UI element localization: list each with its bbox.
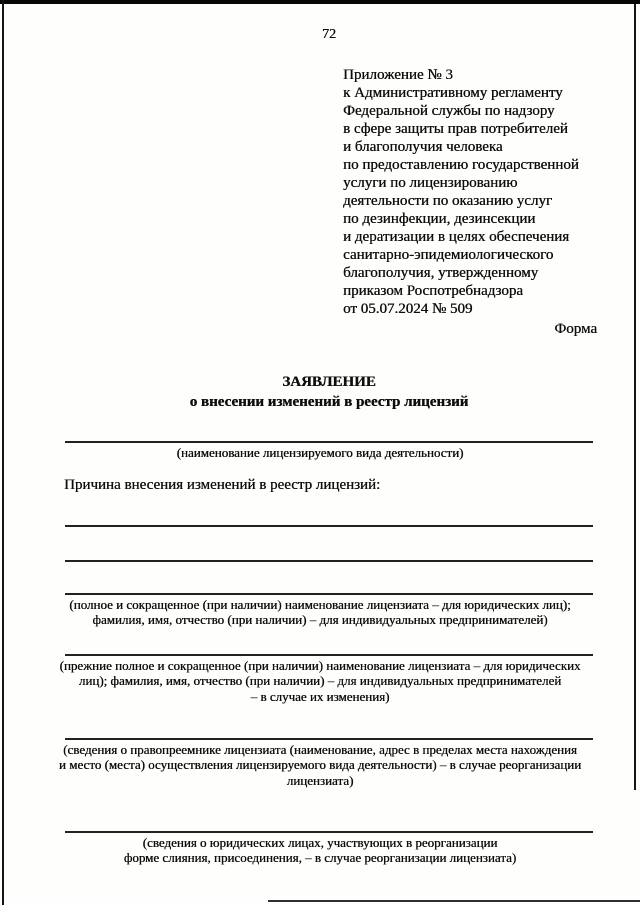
appendix-line: санитарно-эпидемиологического — [343, 247, 554, 263]
caption-line: (наименование лицензируемого вида деятельности) — [176, 445, 464, 460]
field-caption-reorg-entities — [40, 835, 600, 866]
caption-line: и место (места) осуществления лицензируемого вида деятельности) – в случае реорганизации — [58, 757, 582, 773]
caption-line: (прежние полное и сокращенное (при наличии) наименование лицензиата – для юридических — [59, 658, 581, 673]
reason-label: Причина внесения изменений в реестр лицензий: — [64, 477, 381, 493]
document-title-line1: ЗАЯВЛЕНИЕ — [282, 374, 376, 390]
field-line-reorg-entities — [65, 831, 593, 833]
scan-border-right — [634, 4, 636, 790]
caption-line: (сведения о юридических лицах, участвующих в реорганизации — [142, 835, 498, 850]
appendix-line: приказом Роспотребнадзора — [343, 283, 523, 299]
caption-line: – в случае их изменения) — [250, 688, 390, 704]
scan-border-top — [0, 0, 640, 4]
appendix-line: услуги по лицензированию — [343, 175, 518, 191]
field-caption-activity — [40, 445, 600, 460]
caption-line: лиц); фамилия, имя, отчество (при наличии) – для индивидуальных предпринимателей — [78, 673, 562, 689]
caption-line: лицензиата) — [286, 772, 354, 788]
field-line-reason-1 — [65, 525, 593, 527]
field-line-partial-bottom — [268, 900, 640, 902]
appendix-line: деятельности по оказанию услуг — [343, 193, 553, 209]
appendix-line: и дератизации в целях обеспечения — [343, 229, 570, 245]
document-title — [65, 372, 593, 412]
appendix-line: Приложение № 3 — [343, 67, 453, 83]
scan-border-left — [2, 0, 4, 905]
appendix-line: к Административному регламенту — [343, 85, 563, 101]
form-type-label: Форма — [554, 321, 597, 337]
caption-line: (полное и сокращенное (при наличии) наименование лицензиата – для юридических лиц); — [69, 597, 571, 612]
field-line-reason-2 — [65, 560, 593, 562]
appendix-header-block — [343, 66, 579, 318]
document-title-line2: о внесении изменений в реестр лицензий — [189, 394, 469, 410]
appendix-line: Федеральной службы по надзору — [343, 103, 555, 119]
caption-line: фамилия, имя, отчество (при наличии) – для индивидуальных предпринимателей) — [92, 612, 548, 628]
field-caption-former-name — [40, 658, 600, 704]
caption-line: форме слияния, присоединения, – в случае реорганизации лицензиата) — [123, 850, 517, 866]
appendix-line: и благополучия человека — [343, 139, 503, 155]
appendix-line: по предоставлению государственной — [343, 157, 579, 173]
caption-line: (сведения о правопреемнике лицензиата (наименование, адрес в пределах места нахождения — [63, 742, 577, 757]
field-line-former-name — [65, 654, 593, 656]
appendix-line: в сфере защиты прав потребителей — [343, 121, 568, 137]
field-line-activity — [65, 441, 593, 443]
field-caption-successor — [40, 742, 600, 788]
field-line-licensee-name — [65, 593, 593, 595]
page-number: 72 — [322, 27, 336, 42]
appendix-line: от 05.07.2024 № 509 — [343, 301, 473, 317]
appendix-line: благополучия, утвержденному — [343, 265, 539, 281]
appendix-line: по дезинфекции, дезинсекции — [343, 211, 536, 227]
field-line-successor — [65, 738, 593, 740]
field-caption-licensee-name — [40, 597, 600, 628]
